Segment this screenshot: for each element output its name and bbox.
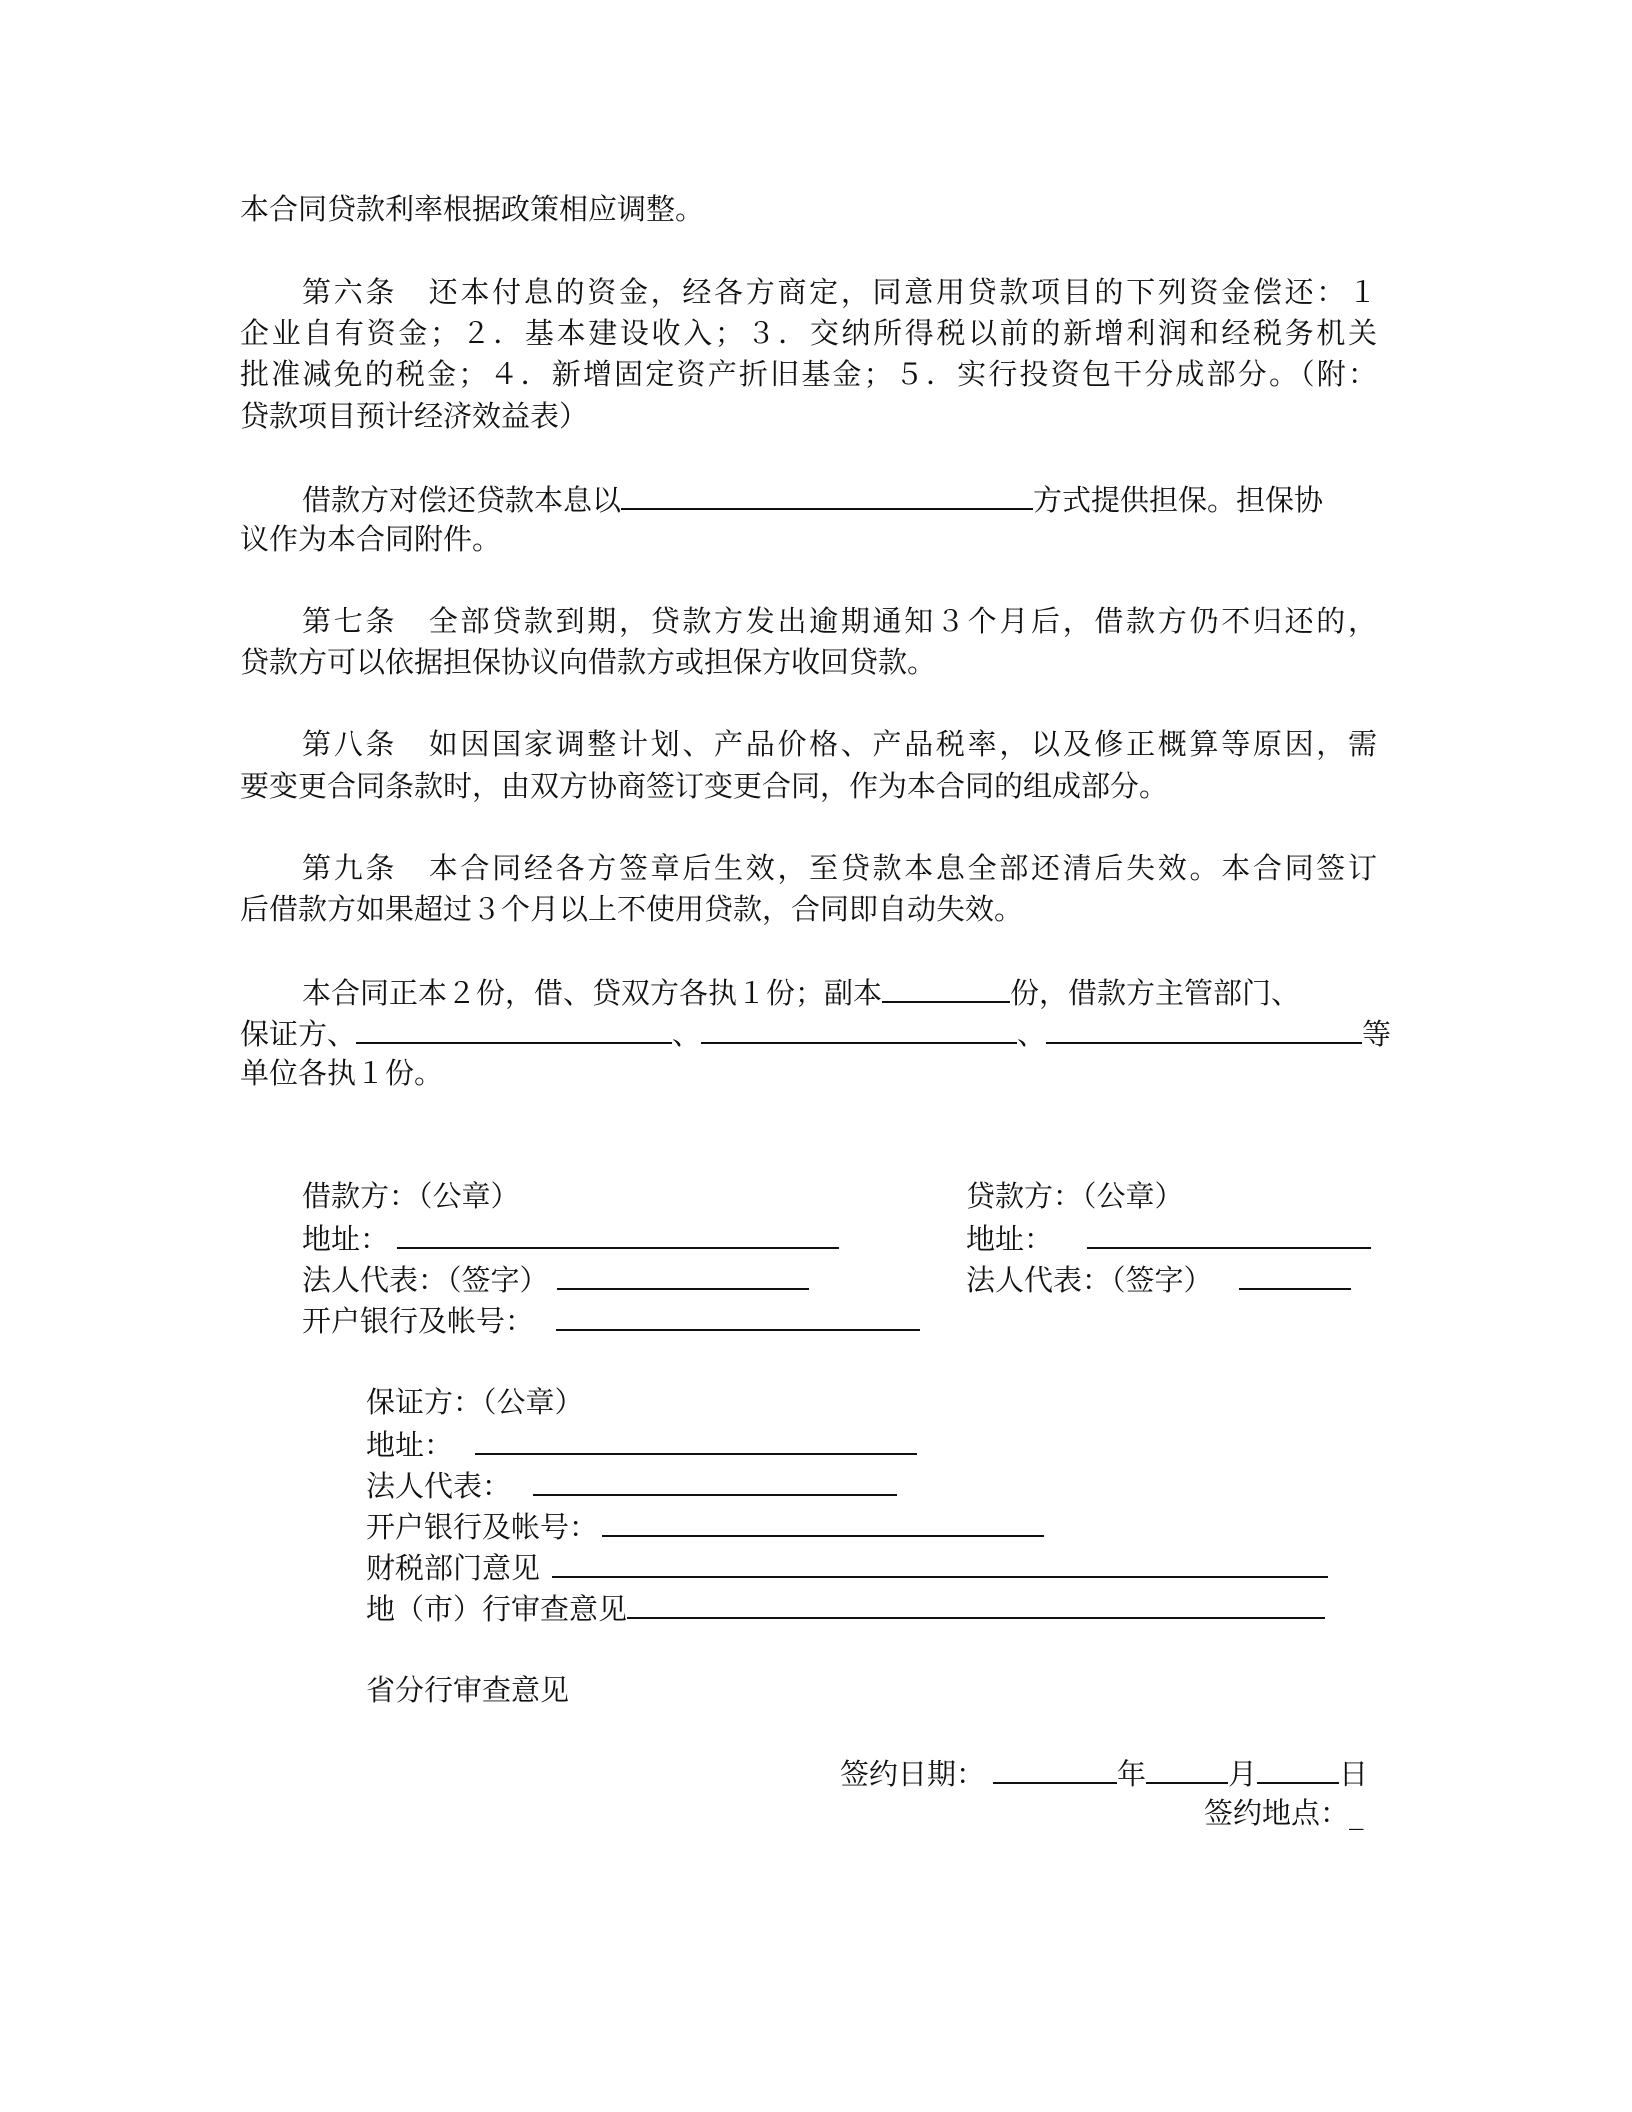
copies-guarantor-label: 保证方、 [240, 1017, 357, 1051]
borrower-bank-row [302, 1299, 920, 1341]
borrower-address-label: 地址： [302, 1222, 390, 1256]
copies-count-blank [882, 971, 1010, 1003]
article-8-line-1: 第八条 如因国家调整计划、产品价格、产品税率，以及修正概算等原因，需 [302, 727, 1377, 761]
signing-day-label: 日 [1339, 1757, 1369, 1791]
city-bank-opinion-label: 地（市）行审查意见 [366, 1592, 628, 1626]
copies-suffix: 份，借款方主管部门、 [1010, 976, 1301, 1010]
lender-address-blank [1087, 1217, 1371, 1249]
article-6-line-3: 批准减免的税金；４．新增固定资产折旧基金；５．实行投资包干分成部分。（附： [240, 357, 1377, 391]
city-bank-opinion-blank [627, 1587, 1325, 1619]
rate-paragraph: 本合同贷款利率根据政策相应调整。 [240, 192, 705, 226]
guarantor-bank-label: 开户银行及帐号： [366, 1510, 599, 1544]
guarantor-legal-rep-blank [533, 1464, 897, 1496]
guarantee-line-1 [302, 478, 1323, 520]
copies-separator-1: 、 [672, 1017, 702, 1051]
guarantor-bank-row [366, 1505, 1044, 1547]
article-7-line-1: 第七条 全部贷款到期，贷款方发出逾期通知３个月后，借款方仍不归还的， [302, 604, 1377, 638]
signing-day-blank [1257, 1752, 1339, 1784]
article-6-line-4: 贷款项目预计经济效益表） [240, 399, 589, 433]
article-8-line-2: 要变更合同条款时，由双方协商签订变更合同，作为本合同的组成部分。 [240, 769, 1169, 803]
guarantor-address-label: 地址： [366, 1428, 454, 1462]
borrower-legal-rep-label: 法人代表：（签字） [302, 1263, 549, 1297]
signing-year-label: 年 [1117, 1757, 1147, 1791]
guarantor-legal-rep-label: 法人代表： [366, 1469, 512, 1503]
article-6-line-2: 企业自有资金；２．基本建设收入；３．交纳所得税以前的新增利润和经税务机关 [240, 316, 1377, 350]
signing-year-blank [993, 1752, 1117, 1784]
article-9-line-1: 第九条 本合同经各方签章后生效，至贷款本息全部还清后失效。本合同签订 [302, 851, 1377, 885]
article-6-line-1: 第六条 还本付息的资金，经各方商定，同意用贷款项目的下列资金偿还：１ [302, 275, 1377, 309]
copies-unit-blank-3 [1046, 1012, 1362, 1044]
finance-opinion-blank [552, 1546, 1328, 1578]
copies-prefix: 本合同正本２份，借、贷双方各执１份；副本 [302, 976, 883, 1010]
guarantor-bank-blank [602, 1505, 1044, 1537]
guarantor-legal-rep-row [366, 1464, 897, 1506]
copies-line-3: 单位各执１份。 [240, 1056, 444, 1090]
copies-unit-blank-2 [701, 1012, 1017, 1044]
guarantee-prefix: 借款方对偿还贷款本息以 [302, 483, 622, 517]
borrower-address-row [302, 1217, 839, 1259]
lender-address-row [966, 1217, 1371, 1259]
article-7-line-2: 贷款方可以依据担保协议向借款方或担保方收回贷款。 [240, 645, 937, 679]
lender-legal-rep-row [966, 1258, 1351, 1300]
lender-legal-rep-blank [1239, 1258, 1351, 1290]
lender-address-label: 地址： [966, 1222, 1054, 1256]
borrower-address-blank [397, 1217, 839, 1249]
province-bank-opinion: 省分行审查意见 [366, 1673, 570, 1707]
guarantor-address-row [366, 1423, 917, 1465]
copies-etc: 等 [1362, 1017, 1392, 1051]
guarantee-suffix: 方式提供担保。担保协 [1033, 483, 1324, 517]
lender-legal-rep-label: 法人代表：（签字） [966, 1263, 1213, 1297]
lender-title: 贷款方：（公章） [966, 1179, 1184, 1213]
guarantor-address-blank [475, 1423, 917, 1455]
signing-month-label: 月 [1228, 1757, 1258, 1791]
copies-line-2 [240, 1012, 1391, 1054]
city-bank-opinion-row [366, 1587, 1325, 1629]
copies-line-1 [302, 971, 1300, 1013]
article-9-line-2: 后借款方如果超过３个月以上不使用贷款，合同即自动失效。 [240, 892, 1024, 926]
signing-month-blank [1146, 1752, 1228, 1784]
finance-opinion-row [366, 1546, 1328, 1588]
guarantor-title: 保证方：（公章） [366, 1385, 584, 1419]
borrower-bank-label: 开户银行及帐号： [302, 1304, 535, 1338]
signing-place: 签约地点：_ [1204, 1796, 1364, 1830]
copies-separator-2: 、 [1017, 1017, 1047, 1051]
guarantee-method-blank [621, 478, 1033, 510]
borrower-title: 借款方：（公章） [302, 1179, 520, 1213]
signing-date-row [840, 1752, 1368, 1794]
guarantee-line-2: 议作为本合同附件。 [240, 522, 502, 556]
borrower-legal-rep-blank [557, 1258, 809, 1290]
finance-opinion-label: 财税部门意见 [366, 1551, 541, 1585]
borrower-bank-blank [556, 1299, 920, 1331]
borrower-legal-rep-row [302, 1258, 809, 1300]
signing-date-label: 签约日期： [840, 1757, 986, 1791]
copies-unit-blank-1 [356, 1012, 672, 1044]
